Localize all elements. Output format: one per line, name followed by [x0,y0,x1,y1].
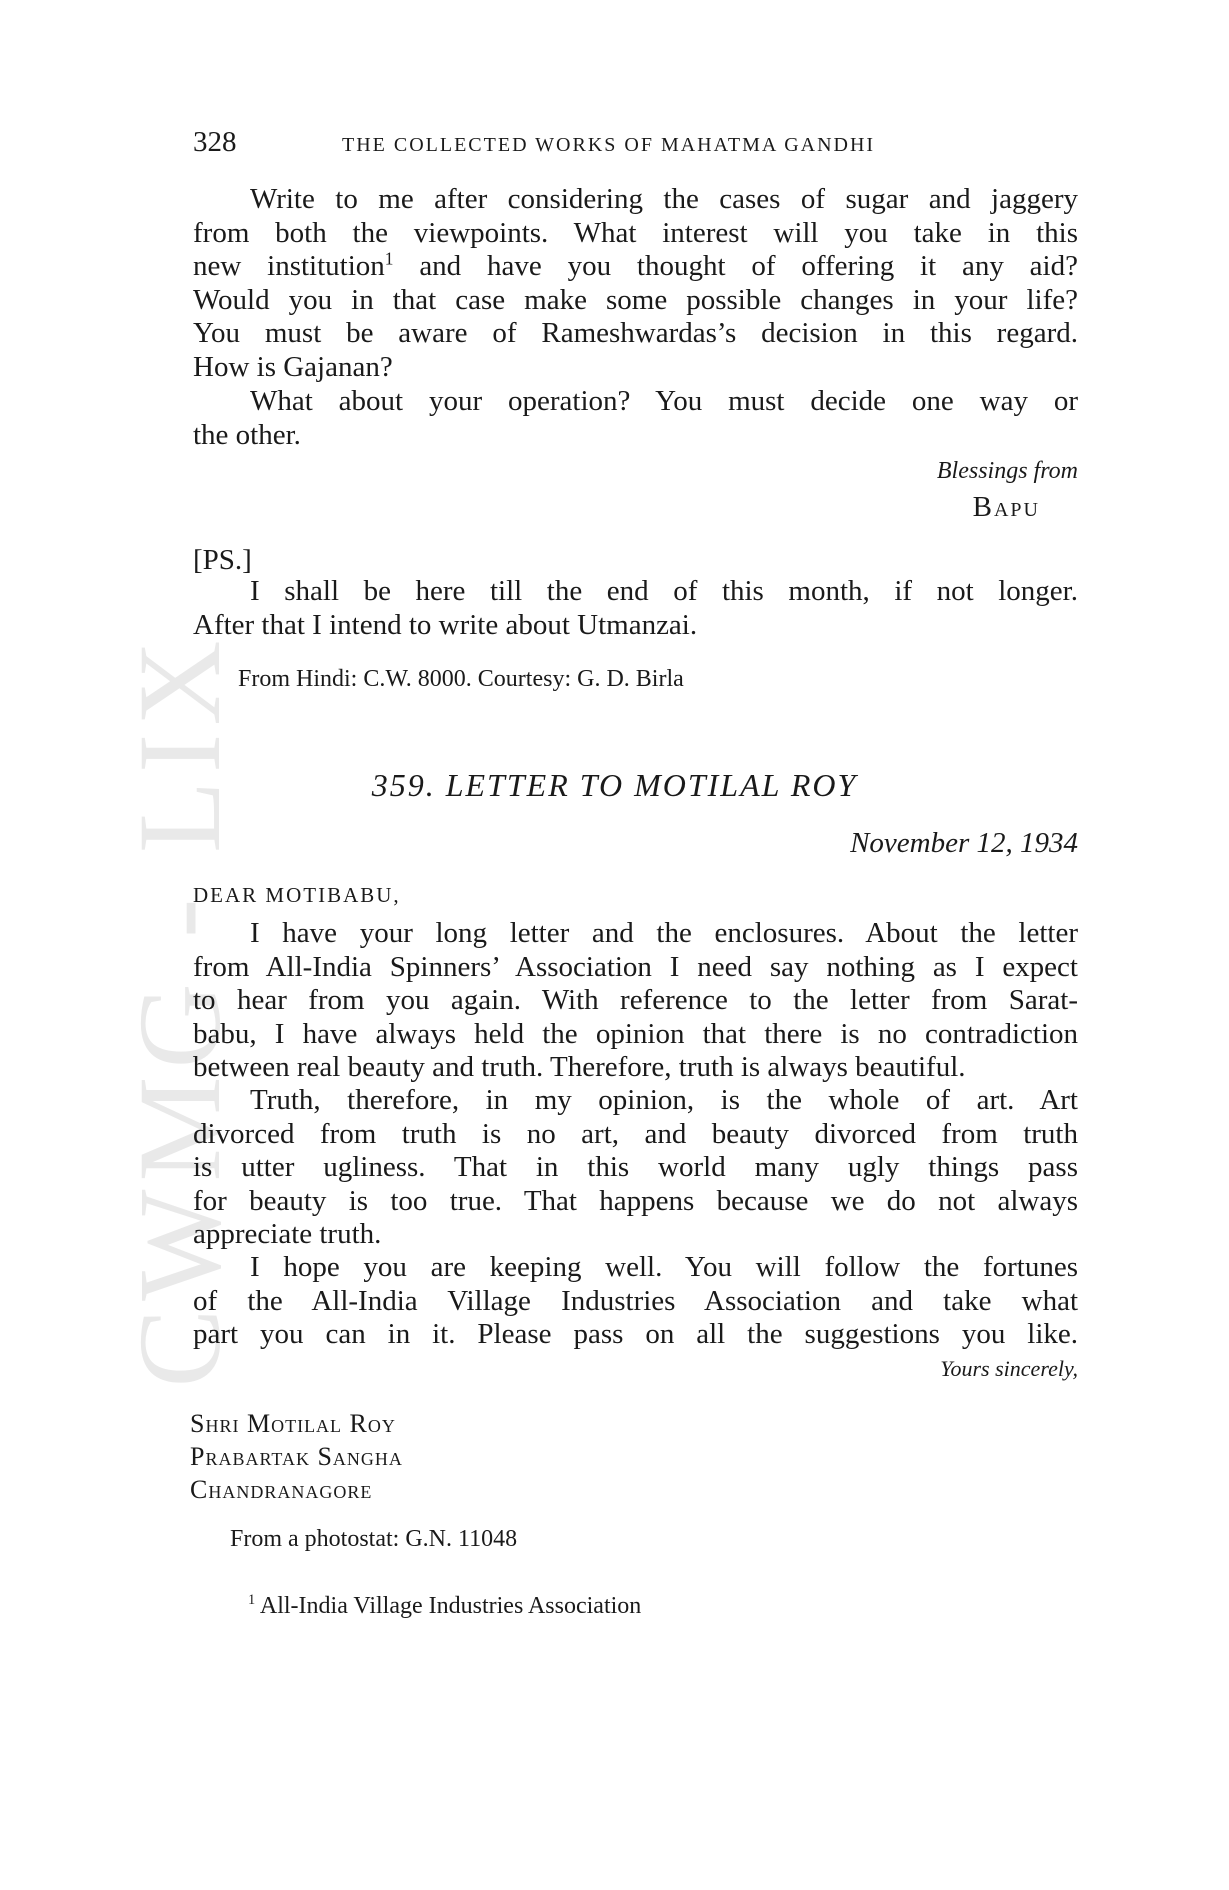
closing-blessings: Blessings from [936,458,1078,484]
text-line: I shall be here till the end of this month, if not longer. [250,575,1078,607]
source-note: From Hindi: C.W. 8000. Courtesy: G. D. Birla [238,666,684,692]
addressee-block [190,1407,403,1506]
text-line: from All-India Spinners’ Association I need say nothing as I expect [193,950,1078,983]
text-fragment: new institution [193,250,385,282]
letter-paragraph-3 [193,1251,1078,1352]
letter-paragraph-1 [193,917,1078,1085]
page-number: 328 [193,126,237,158]
closing-yours-sincerely: Yours sincerely, [940,1356,1078,1381]
address-line: Chandranagore [190,1475,373,1504]
running-head: THE COLLECTED WORKS OF MAHATMA GANDHI [342,134,876,156]
source-note: From a photostat: G.N. 11048 [230,1526,518,1552]
text-line: the other. [193,418,301,451]
text-line: from both the viewpoints. What interest will you take in this [193,216,1078,249]
watermark: CWMG - LIX [114,632,245,1388]
salutation: DEAR MOTIBABU, [193,883,401,907]
ps-label: [PS.] [193,544,252,576]
text-line: Write to me after considering the cases of sugar and jaggery [250,183,1078,215]
text-fragment: and have you thought of offering it any aid? [393,250,1078,282]
text-line: to hear from you again. With reference to the letter from Sarat- [193,984,1078,1016]
text-line: Truth, therefore, in my opinion, is the whole of art. Art [250,1084,1078,1116]
text-line [193,250,1078,284]
footnote-text: All-India Village Industries Association [259,1593,642,1619]
address-line: Prabartak Sangha [190,1442,403,1471]
text-line: between real beauty and truth. Therefore, truth is always beautiful. [193,1051,966,1083]
text-line: part you can in it. Please pass on all the suggestions you like. [193,1318,1078,1350]
text-line: You must be aware of Rameshwardas’s decision in this regard. [193,317,1078,349]
address-line: Shri Motilal Roy [190,1409,396,1438]
letter-title: 359. LETTER TO MOTILAL ROY [371,767,858,803]
text-line: appreciate truth. [193,1218,382,1250]
footnote [248,1593,641,1620]
text-line: I have your long letter and the enclosures. About the letter [250,917,1078,949]
footnote-marker: 1 [248,1592,256,1608]
signature-bapu: Bapu [972,491,1040,523]
text-line: Would you in that case make some possible changes in your life? [193,283,1078,316]
ps-paragraph [193,575,1078,642]
footnote-ref: 1 [384,248,394,269]
prev-letter-paragraph-2 [193,385,1078,452]
text-line: is utter ugliness. That in this world many ugly things pass [193,1151,1078,1183]
text-line: I hope you are keeping well. You will follow the fortunes [250,1251,1078,1283]
text-line: divorced from truth is no art, and beauty divorced from truth [193,1117,1078,1150]
text-line: babu, I have always held the opinion that there is no contradiction [193,1017,1078,1050]
letter-date: November 12, 1934 [850,827,1078,859]
text-line: for beauty is too true. That happens because we do not always [193,1184,1078,1217]
text-line: How is Gajanan? [193,350,393,383]
prev-letter-paragraph-1 [193,183,1078,384]
text-line: After that I intend to write about Utmanzai. [193,608,698,641]
letter-paragraph-2 [193,1084,1078,1252]
text-line: of the All-India Village Industries Association and take what [193,1284,1078,1317]
text-line: What about your operation? You must decide one way or [250,385,1078,417]
